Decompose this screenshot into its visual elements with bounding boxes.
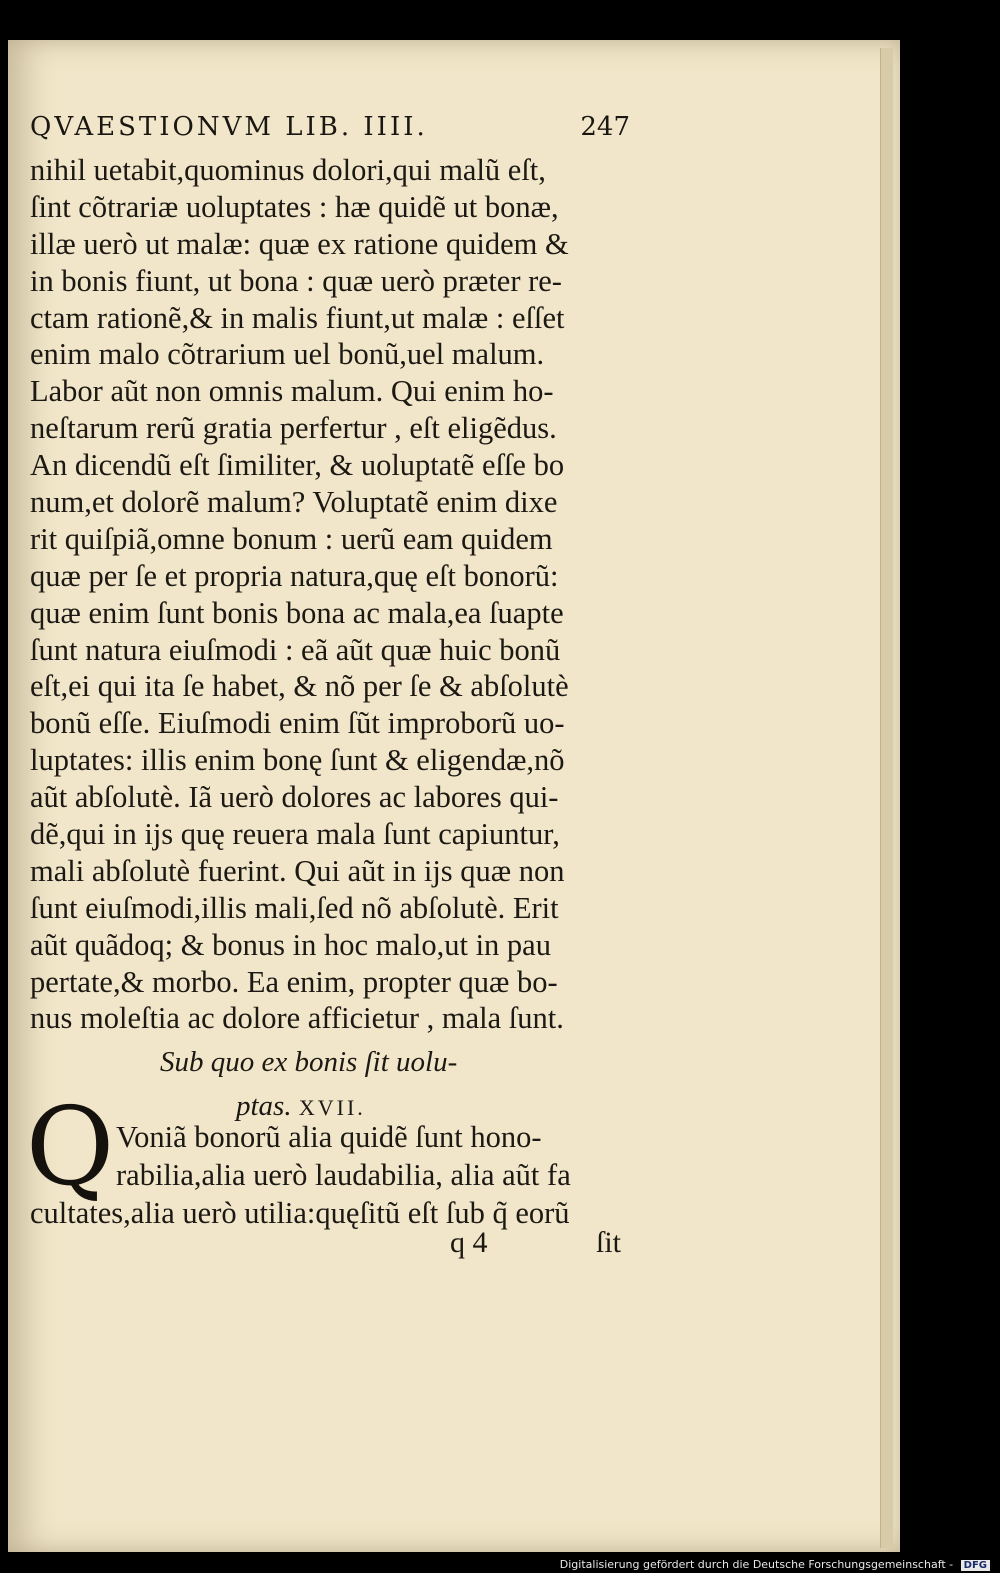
section-numeral: XVII.	[298, 1095, 366, 1120]
text-line: bonũ eſſe. Eiuſmodi enim ſũt improborũ uo-	[30, 706, 565, 741]
decorated-initial: Q	[25, 1085, 115, 1210]
text-line: aũt abſolutè. Iã uerò dolores ac labores qui-	[30, 780, 559, 815]
text-line: eſt,ei qui ita ſe habet, & nõ per ſe & abſolutè	[30, 669, 569, 704]
section-body	[30, 1118, 630, 1232]
page-edge	[880, 48, 893, 1548]
text-line: rabilia,alia uerò laudabilia, alia aũt fa	[116, 1158, 571, 1192]
text-line: quæ per ſe et propria natura,quę eſt bonorũ:	[30, 558, 559, 593]
text-line: nus moleſtia ac dolore afficietur , mala ſunt.	[30, 1001, 564, 1036]
text-line: mali abſolutè fuerint. Qui aũt in ijs quæ non	[30, 853, 565, 888]
page-number: 247	[580, 112, 630, 142]
text-line: pertate,& morbo. Ea enim, propter quæ bo-	[30, 964, 558, 999]
text-line: in bonis fiunt, ut bona : quæ uerò præter re-	[30, 263, 562, 298]
text-line: Voniã bonorũ alia quidẽ ſunt hono-	[116, 1120, 542, 1154]
dfg-logo: DFG	[961, 1560, 990, 1571]
running-header	[30, 112, 630, 142]
text-line: quæ enim ſunt bonis bona ac mala,ea ſuapte	[30, 595, 564, 630]
text-line: enim malo cõtrarium uel bonũ,uel malum.	[30, 337, 545, 372]
text-line: ſint cõtrariæ uoluptates : hæ quidẽ ut bonæ,	[30, 189, 559, 224]
text-line: luptates: illis enim bonę ſunt & eligendæ,nõ	[30, 743, 565, 778]
signature-mark: q 4	[450, 1226, 488, 1259]
section-heading-line1: Sub quo ex bonis ſit uolu-	[160, 1046, 458, 1078]
credit-text: Digitalisierung gefördert durch die Deutsche Forschungsgemeinschaft -	[559, 1558, 954, 1571]
text-line: nihil uetabit,quominus dolori,qui malũ eſt,	[30, 153, 546, 187]
text-line: dẽ,qui in ijs quę reuera mala ſunt capiuntur,	[30, 817, 560, 852]
text-line: aũt quãdoq; & bonus in hoc malo,ut in pau	[30, 927, 551, 962]
text-line: cultates,alia uerò utilia:quęſitũ eſt ſub q̃ eorũ	[30, 1196, 570, 1230]
text-line: neſtarum rerũ gratia perfertur , eſt eligẽdus.	[30, 411, 557, 446]
text-line: ctam rationẽ,& in malis fiunt,ut malæ : eſſet	[30, 300, 565, 335]
text-line: Labor aũt non omnis malum. Qui enim ho-	[30, 374, 554, 409]
text-line: ſunt eiuſmodi,illis mali,ſed nõ abſolutè. Erit	[30, 890, 559, 925]
running-title: QVAESTIONVM LIB. IIII.	[30, 112, 428, 142]
text-line: illæ uerò ut malæ: quæ ex ratione quidem &	[30, 226, 569, 261]
section-heading-text: ptas.	[236, 1090, 292, 1122]
text-line: ſunt natura eiuſmodi : eã aũt quæ huic bonũ	[30, 632, 561, 667]
text-line: num,et dolorẽ malum? Voluptatẽ enim dixe	[30, 485, 558, 520]
text-line: An dicendũ eſt ſimiliter, & uoluptatẽ eſſe bo	[30, 448, 565, 483]
catchword: ſit	[596, 1226, 622, 1259]
section-heading	[160, 1040, 560, 1130]
digitization-credit	[560, 1558, 990, 1571]
text-line: rit quiſpiã,omne bonum : uerũ eam quidem	[30, 521, 553, 556]
body-text	[30, 152, 630, 1037]
